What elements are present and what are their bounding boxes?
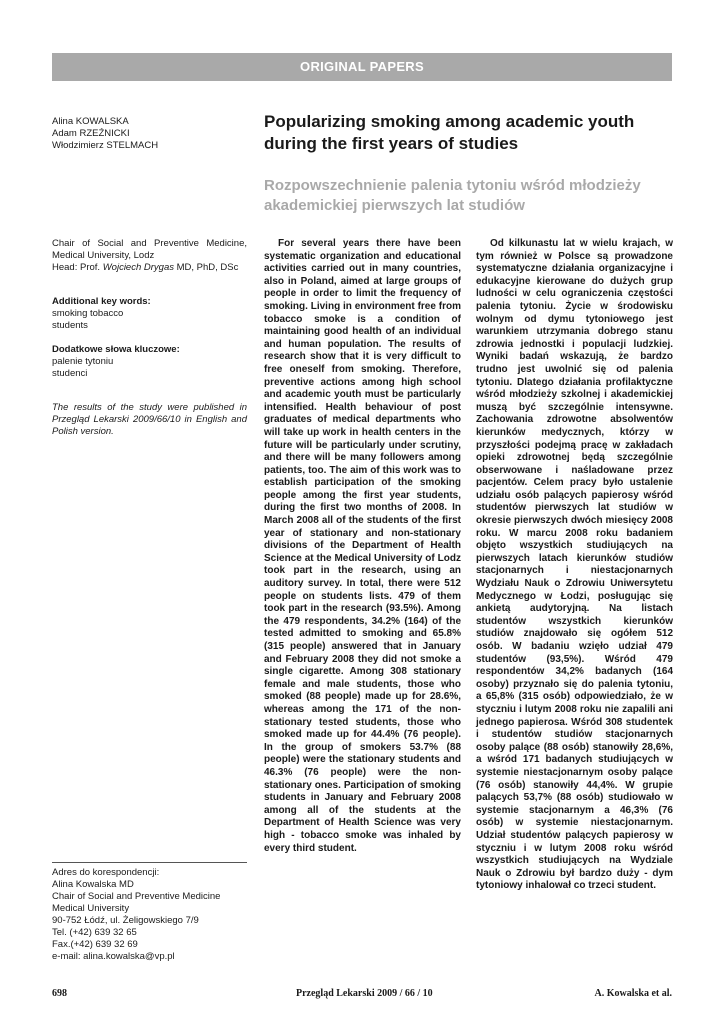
contact-line: Alina Kowalska MD: [52, 879, 134, 890]
keyword: studenci: [52, 368, 88, 379]
author-name: Alina KOWALSKA: [52, 116, 129, 127]
divider: [52, 862, 247, 863]
contact-line: 90-752 Łódź, ul. Żeligowskiego 7/9: [52, 915, 199, 926]
contact-line: Medical University: [52, 903, 130, 914]
keyword: palenie tytoniu: [52, 356, 114, 367]
article-title: Popularizing smoking among academic youth during the first years of studies: [264, 112, 635, 153]
keywords-heading: Additional key words:: [52, 296, 151, 307]
keywords-polish: [52, 344, 247, 380]
author-name: Włodzimierz STELMACH: [52, 140, 159, 151]
keyword: smoking tobacco: [52, 308, 124, 319]
contact-line: Adres do korespondencji:: [52, 867, 160, 878]
section-banner: ORIGINAL PAPERS: [52, 53, 672, 81]
contact-line: Fax.(+42) 639 32 69: [52, 939, 138, 950]
keyword: students: [52, 320, 88, 331]
contact-email: e-mail: alina.kowalska@vp.pl: [52, 951, 175, 962]
abstract-polish: [476, 238, 673, 893]
abstract-polish-text: Od kilkunastu lat w wielu krajach, w tym również w Polsce są prowadzone systematyczne działania organizacyjne i edukacyjne kierowane do dużych grup ludności w celu ograniczenia częstości palenia tytoniu. Życie w środowisku wolnym od dymu tytoniowego jest warunkiem utrzymania dobrego stanu zdrowia jednostki i populacji ludzkiej. Wyniki badań wskazują, że bardzo trudno jest uwolnić się od palenia tytoniu. Dlatego działania profilaktyczne wśród młodzieży szkolnej i akademickiej muszą być szczególnie intensywne. Zachowania zdrowotne absolwentów kierunków medycznych, którzy w przyszłości podejmą pracę w zakładach opieki zdrowotnej będą szczególnie obserwowane i naśladowane przez pacjentów. Celem pracy było ustalenie udziału osób palących papierosy wśród studentów pierwszych lat studiów w okresie pierwszych dwóch miesięcy 2008 roku. W marcu 2008 roku badaniem objęto wszystkich studiujących na pierwszych latach kierunków studiów stacjonarnych i niestacjonarnych Wydziału Nauk o Zdrowiu Uniwersytetu Medycznego w Łodzi, posługując się ankietą audytoryjną. Na listach studentów wszystkich kierunków studiów znajdowało się ogółem 512 osób. W badaniu wzięło udział 479 studentów (93,5%). Wśród 479 respondentów 34,2% badanych (164 osoby) przyznało się do palenia tytoniu, a 65,8% (315 osób) odpowiedziało, że w styczniu i lutym 2008 roku nie zapalili ani jednego papierosa. Wśród 308 studentek i studentów studiów stacjonarnych osoby palące (88 osób) stanowiły 28,6%, a wśród 171 badanych studiujących w systemie niestacjonarnym osoby palące (76 osób) stanowiły 44,4%. W grupie palących 53,7% (88 osób) studiowało w systemie stacjonarnym a 46,3% (76 osób) w systemie niestacjonarnym. Udział studentów palących papierosy w styczniu i w lutym 2008 roku wśród wszystkich studiujących na Wydziale Nauk o Zdrowiu był bardzo duży - dym tytoniowy inhalował co trzeci student.: [476, 238, 673, 892]
contact-line: Chair of Social and Preventive Medicine: [52, 891, 221, 902]
abstract-english: [264, 238, 461, 855]
abstract-english-text: For several years there have been systematic organization and educational activities carried out in many countries, also in Poland, aimed at large groups of people in order to limit the frequency of smoking. Living in environment free from tobacco smoke is a condition of maintaining good health of an individual and human population. The results of research show that it is very difficult to free oneself from smoking. Therefore, preventive actions among high school and academic youth must be particularly intensified. Health behaviour of post graduates of medical departments who will take up work in health centers in the future will be particularly under scrutiny, and there will be many followers among patients, too. The aim of this work was to establish participation of the smoking people among the first year students, during the first two months of 2008. In March 2008 all of the students of the first year of stationary and non-stationary divisions of the Department of Health Science at the Medical University of Lodz took part in the research, using an auditory survey. In total, there were 512 people on students lists. 479 of them took part in the research (93.5%). Among the 479 respondents, 34.2% (164) of the tested admitted to smoking and 65.8% (315 people) answered that in January and February 2008 they did not smoke a single cigarette. Among 308 stationary female and male students, those who smoked (88 people) made up for 28.6%, whereas among the 171 of the non-stationary tested students, those who smoked made up for 44.4% (76 people). In the group of smokers 53.7% (88 people) were the stationary students and 46.3% (76 people) were the non-stationary ones. Participation of smoking students in January and February 2008 among all of the students at the Department of Health Science was very high - tobacco smoke was inhaled by every third student.: [264, 238, 461, 854]
affiliation: [52, 238, 247, 274]
running-authors: A. Kowalska et al.: [594, 988, 672, 999]
affiliation-head: Head: Prof. Wojciech Drygas MD, PhD, DSc: [52, 262, 239, 273]
keywords-english: [52, 296, 247, 332]
publication-note: The results of the study were published in Przegląd Lekarski 2009/66/10 in English and Polish version.: [52, 402, 247, 437]
correspondence-address: [52, 867, 247, 963]
author-list: [52, 116, 158, 152]
affiliation-institution: Chair of Social and Preventive Medicine, Medical University, Lodz: [52, 238, 247, 261]
keywords-heading: Dodatkowe słowa kluczowe:: [52, 344, 180, 355]
head-name: Wojciech Drygas: [102, 262, 174, 273]
author-name: Adam RZEŹNICKI: [52, 128, 130, 139]
contact-line: Tel. (+42) 639 32 65: [52, 927, 137, 938]
journal-citation: Przegląd Lekarski 2009 / 66 / 10: [296, 988, 433, 999]
page-number: 698: [52, 988, 67, 999]
article-subtitle-polish: Rozpowszechnienie palenia tytoniu wśród młodzieży akademickiej pierwszych lat studiów: [264, 177, 641, 214]
